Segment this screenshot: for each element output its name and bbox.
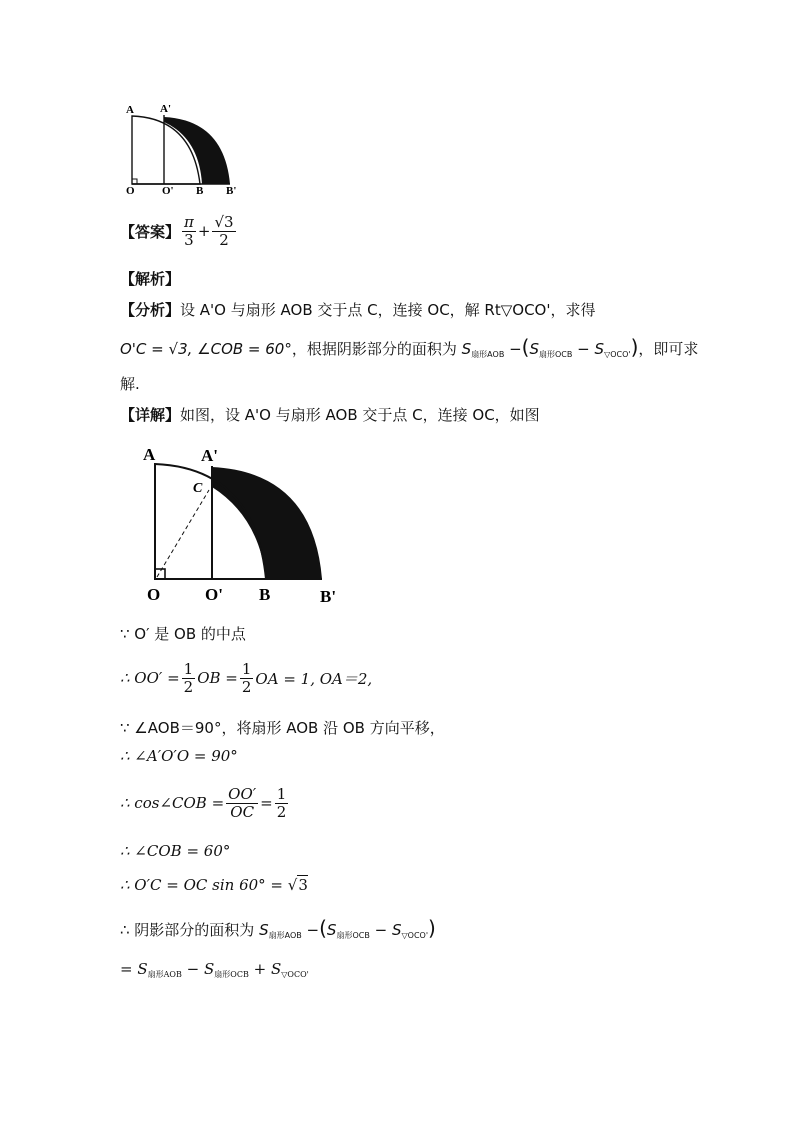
area-sector-aob: $S_{扇形AOB}$ <box>461 340 505 359</box>
label-B-large: B <box>259 585 271 604</box>
fenxi-line-1 <box>120 299 595 320</box>
label-O-large: O <box>147 585 161 604</box>
answer-plus: + <box>197 222 211 240</box>
label-B1-small: B' <box>226 185 237 195</box>
step-4: ∴ ∠A′O′O = 90° <box>120 747 238 765</box>
label-A-large: A <box>143 445 156 464</box>
step-3: ∵ ∠AOB＝90°，将扇形 AOB 沿 OB 方向平移， <box>120 719 445 737</box>
detail-text: 如图，设 A'O 与扇形 AOB 交于点 C，连接 OC，如图 <box>180 406 540 424</box>
label-A1-large: A' <box>201 446 218 465</box>
label-O1-small: O' <box>162 185 174 195</box>
step-9: = $S_{扇形AOB} - S_{扇形OCB} + S_{▽OCO'}$ <box>120 960 309 979</box>
sqrt-3: 3 <box>298 876 308 894</box>
fenxi-tag: 【分析】 <box>120 301 181 319</box>
figure-large <box>135 442 355 607</box>
step-8: ∴ 阴影部分的面积为 $S_{扇形AOB} -(S_{扇形OCB} - S_{▽OCO'})$ <box>120 916 436 940</box>
step-2: ∴ OO′ = $\frac{1}{2}$ OB = $\frac{1}{2}$ OA = 1, OA＝2, <box>120 660 373 696</box>
area-sector-ocb: $S_{扇形OCB}$ <box>529 340 573 359</box>
step-5: ∴ cos∠COB = $\frac{OO'}{OC}$ = $\frac{1}{2}$ <box>120 785 287 821</box>
label-A1-small: A' <box>160 103 171 115</box>
area-triangle-oco: $S_{▽OCO'}$ <box>594 340 631 359</box>
figure-small <box>120 100 250 195</box>
shaded-region-small <box>164 117 230 184</box>
fenxi-line-2: O'C = √3, ∠COB = 60°，根据阴影部分的面积为 $S_{扇形AOB} -(S_{扇形OCB} - S_{▽OCO'})$，即可求 <box>120 335 699 359</box>
half-fraction-2: $\frac{1}{2}$ <box>241 660 252 696</box>
detail-tag: 【详解】 <box>120 406 181 424</box>
answer-line <box>120 209 238 253</box>
step-7: ∴ O′C = OC sin 60° = √3 <box>120 876 308 894</box>
answer-fraction-2: $\frac{√3}{2}$ <box>214 213 234 249</box>
analysis-tag: 【解析】 <box>120 270 181 288</box>
label-O-small: O <box>126 185 135 195</box>
cos-value-fraction: $\frac{1}{2}$ <box>276 785 287 821</box>
fenxi-text-2: ，根据阴影部分的面积为 <box>291 340 457 358</box>
segment-oc <box>157 490 209 577</box>
label-O1-large: O' <box>205 585 223 604</box>
fenxi-text-end: ，即可求 <box>638 340 699 358</box>
label-B1-large: B' <box>320 587 337 606</box>
detail-line-1 <box>120 404 540 425</box>
fenxi-text-1: 设 A'O 与扇形 AOB 交于点 C，连接 OC，解 Rt▽OCO'，求得 <box>180 301 596 319</box>
answer-fraction-1: $\frac{\pi}{3}$ <box>184 213 194 249</box>
cos-fraction: $\frac{OO'}{OC}$ <box>228 785 257 821</box>
fenxi-line-3: 解. <box>120 375 140 393</box>
shaded-region-large <box>212 467 322 579</box>
answer-tag: 【答案】 <box>120 222 181 241</box>
half-fraction-1: $\frac{1}{2}$ <box>183 660 194 696</box>
step-1: ∵ O′ 是 OB 的中点 <box>120 625 246 643</box>
step-6: ∴ ∠COB = 60° <box>120 842 231 860</box>
fenxi-math: O'C = √3, ∠COB = 60° <box>120 340 292 358</box>
label-B-small: B <box>196 185 204 195</box>
label-C-large: C <box>193 481 203 496</box>
label-A-small: A <box>126 104 134 116</box>
